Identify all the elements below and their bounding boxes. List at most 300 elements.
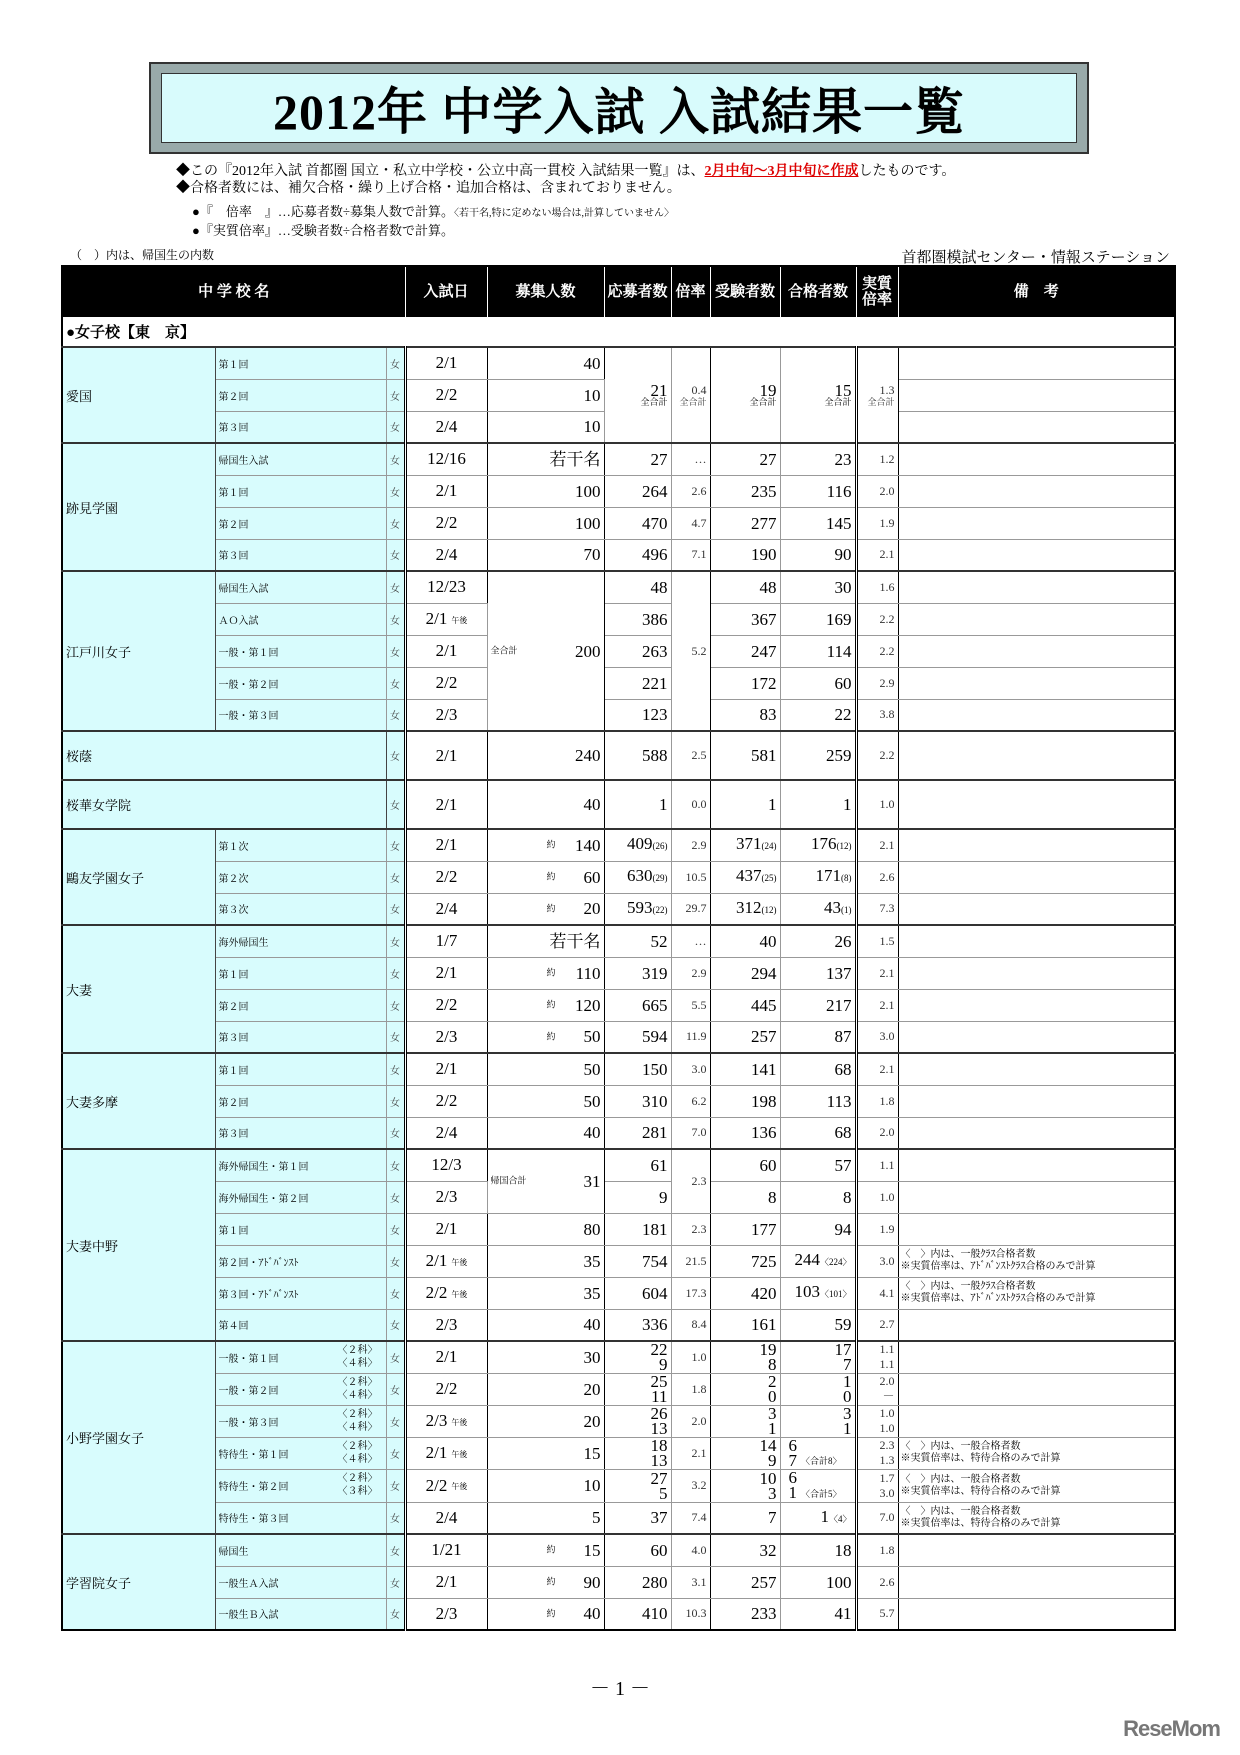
capacity-cell: [487, 957, 604, 989]
real-ratio-cell: [856, 1021, 898, 1053]
date-value: 2/2: [435, 1091, 458, 1110]
school-name: 桜蔭: [62, 731, 386, 780]
exam-label: 一般・第２回: [218, 679, 279, 691]
ratio-value: 11.9: [685, 1029, 707, 1044]
passed-suffix: 〈4〉: [829, 1513, 852, 1524]
passed-value: 1: [843, 795, 852, 814]
passed-cell: [780, 699, 856, 731]
capacity-cell: [487, 1117, 604, 1149]
table-row: [62, 861, 1175, 893]
exam-date: [405, 1534, 487, 1566]
ratio-value: 0.0: [691, 797, 707, 811]
passed-value: 137: [826, 963, 852, 983]
exam-name: [215, 829, 386, 861]
exam-name: [215, 1341, 386, 1373]
exam-date: [405, 1598, 487, 1630]
applicants-suffix: (26): [652, 841, 668, 852]
ratio-cell: [671, 861, 710, 893]
exam-label: 一般・第３回: [218, 1417, 279, 1429]
exam-date: [405, 539, 487, 571]
exam-date: [405, 603, 487, 635]
capacity-cell: [487, 1213, 604, 1245]
applicants-cell: [604, 1149, 671, 1181]
applicants-cell: [604, 1405, 671, 1437]
real-ratio-cell: [856, 475, 898, 507]
exam-label: 海外帰国生・第１回: [218, 1161, 309, 1173]
exam-date: [405, 347, 487, 379]
capacity-prefix: 約: [546, 871, 556, 882]
capacity-cell: [487, 1085, 604, 1117]
date-value: 2/2: [435, 673, 458, 692]
applicants-cell: [604, 829, 671, 861]
examinees-value: 83: [759, 705, 777, 725]
capacity-prefix: 約: [546, 1608, 556, 1619]
real-ratio-value: 1.1 1.1: [879, 1342, 895, 1372]
exam-name: [215, 989, 386, 1021]
section-row: [62, 317, 1175, 347]
date-value: 2/2: [435, 1379, 458, 1398]
applicants-value: 37: [650, 1508, 668, 1528]
exam-subjects: 〈２科〉 〈４科〉: [337, 1376, 378, 1401]
applicants-cell: [604, 1598, 671, 1630]
examinees-value: 445: [751, 995, 777, 1015]
ratio-cell: [671, 443, 710, 475]
sex-label: 女: [386, 635, 405, 667]
examinees-value: 19 8: [759, 1341, 777, 1373]
capacity-cell-merged: [487, 571, 604, 731]
examinees-value: 32: [759, 1540, 777, 1560]
real-ratio-value: 1.0: [879, 1189, 895, 1204]
applicants-cell: [604, 1021, 671, 1053]
applicants-value: 27 5: [650, 1469, 668, 1503]
ratio-value: 10.3: [685, 1606, 707, 1621]
school-name: 大妻: [62, 925, 215, 1053]
exam-name: [215, 539, 386, 571]
table-row: [62, 1181, 1175, 1213]
remarks-cell: [898, 347, 1175, 379]
exam-label: 一般生Ａ入試: [218, 1578, 279, 1590]
real-ratio-value: 3.0: [879, 1253, 895, 1268]
passed-suffix: (8): [841, 873, 852, 883]
ratio-cell: [671, 1245, 710, 1277]
passed-value: 22: [834, 705, 852, 725]
capacity-cell: [487, 1598, 604, 1630]
capacity-cell: [487, 1309, 604, 1341]
exam-label: 海外帰国生: [218, 937, 269, 949]
passed-cell: [780, 1149, 856, 1181]
examinees-value: 294: [751, 963, 777, 983]
table-row: [62, 1373, 1175, 1405]
real-ratio-cell: [856, 1085, 898, 1117]
applicants-cell: [604, 1502, 671, 1534]
exam-date: [405, 1021, 487, 1053]
note-4: ●『実質倍率』…受験者数÷合格者数で計算。: [192, 223, 454, 238]
passed-value: 68: [834, 1059, 852, 1079]
merged-value: 200: [575, 641, 601, 661]
section-title: ●女子校【東 京】: [62, 317, 1175, 347]
exam-label: ＡＯ入試: [218, 615, 259, 627]
merged-value: 21: [650, 380, 668, 400]
real-ratio-cell: [856, 1117, 898, 1149]
school-name: 鷗友学園女子: [62, 829, 215, 925]
ratio-value: …: [694, 933, 707, 948]
sex-label: 女: [386, 443, 405, 475]
date-value: 2/1: [435, 1059, 458, 1079]
remarks-cell: [898, 635, 1175, 667]
remarks-cell: 〈 〉内は、一般ｸﾗｽ合格者数 ※実質倍率は、ｱﾄﾞﾊﾞﾝｽﾄｸﾗｽ合格のみで計算: [898, 1245, 1175, 1277]
applicants-value: 630: [627, 866, 653, 885]
merged-sub: 全合計: [679, 396, 707, 407]
passed-cell: [780, 443, 856, 475]
passed-cell: [780, 1021, 856, 1053]
exam-date: [405, 411, 487, 443]
examinees-value: 48: [759, 577, 777, 597]
header-examinees: 受験者数: [710, 266, 780, 317]
passed-suffix: (1): [841, 904, 852, 915]
header-date: 入試日: [405, 266, 487, 317]
examinees-cell: [710, 1405, 780, 1437]
applicants-value: 604: [642, 1283, 668, 1303]
examinees-value: 177: [751, 1219, 777, 1239]
exam-date: [405, 1405, 487, 1437]
exam-date: [405, 507, 487, 539]
capacity-value: 40: [583, 1315, 601, 1335]
remarks-cell: [898, 443, 1175, 475]
remarks-cell: [898, 1053, 1175, 1085]
header-passed: 合格者数: [780, 266, 856, 317]
ratio-value: 2.5: [691, 748, 707, 762]
real-ratio-cell: [856, 1437, 898, 1470]
table-row: [62, 1534, 1175, 1566]
sex-label: 女: [386, 1502, 405, 1534]
real-ratio-value: 2.0 －: [879, 1374, 895, 1403]
remarks-cell: [898, 1085, 1175, 1117]
ratio-cell-merged: [671, 347, 710, 443]
remarks-cell: 〈 〉内は、一般合格者数 ※実質倍率は、特待合格のみで計算: [898, 1502, 1175, 1534]
merged-prefix: 帰国合計: [490, 1175, 527, 1186]
examinees-cell: [710, 731, 780, 780]
passed-value: 60: [834, 673, 852, 693]
table-row: [62, 1470, 1175, 1503]
passed-cell: [780, 1405, 856, 1437]
passed-cell: [780, 1534, 856, 1566]
table-row: [62, 957, 1175, 989]
table-row: [62, 347, 1175, 379]
examinees-cell: [710, 925, 780, 957]
exam-name: [215, 1021, 386, 1053]
real-ratio-value: 5.7: [879, 1606, 895, 1621]
real-ratio-cell: [856, 1502, 898, 1534]
examinees-value: 371: [736, 834, 762, 854]
table-row: [62, 1437, 1175, 1470]
remarks-cell: [898, 1566, 1175, 1598]
exam-date: [405, 443, 487, 475]
exam-date: [405, 893, 487, 925]
capacity-value: 50: [583, 1091, 601, 1111]
real-ratio-value: 7.0: [879, 1510, 895, 1525]
capacity-prefix: 約: [546, 967, 556, 978]
exam-date: [405, 475, 487, 507]
applicants-value: 264: [642, 481, 668, 501]
date-value: 12/23: [427, 577, 466, 597]
exam-name: [215, 1085, 386, 1117]
sex-label: 女: [386, 699, 405, 731]
passed-value: 30: [834, 577, 852, 597]
capacity-value: 60: [583, 867, 601, 887]
school-name: 学習院女子: [62, 1534, 215, 1630]
ratio-cell: [671, 1470, 710, 1503]
exam-date: [405, 1566, 487, 1598]
real-ratio-value: 1.0: [879, 797, 895, 811]
exam-date: [405, 957, 487, 989]
exam-name: [215, 1534, 386, 1566]
passed-cell: [780, 1598, 856, 1630]
table-row: [62, 475, 1175, 507]
applicants-cell: [604, 1437, 671, 1470]
date-value: 2/3: [435, 1603, 458, 1623]
passed-cell: [780, 507, 856, 539]
passed-cell-merged: [780, 347, 856, 443]
note-1-red: 2月中旬～3月中旬に作成: [704, 164, 859, 179]
passed-value: 18: [834, 1540, 852, 1560]
exam-name: [215, 1245, 386, 1277]
exam-name: [215, 1598, 386, 1630]
passed-cell: [780, 1566, 856, 1598]
passed-value: 8: [843, 1187, 852, 1207]
examinees-value: 233: [751, 1604, 777, 1624]
remarks-cell: [898, 1534, 1175, 1566]
date-value: 2/2: [425, 1475, 448, 1495]
exam-label: 第３次: [218, 905, 249, 917]
exam-date: [405, 1085, 487, 1117]
ratio-cell: [671, 507, 710, 539]
capacity-value: 80: [583, 1219, 601, 1239]
header-ratio: 倍率: [671, 266, 710, 317]
real-ratio-cell: [856, 925, 898, 957]
ratio-cell: [671, 829, 710, 861]
exam-name: [215, 507, 386, 539]
examinees-value: 141: [751, 1059, 777, 1079]
examinees-cell: [710, 1341, 780, 1373]
table-row: [62, 1117, 1175, 1149]
capacity-value: 40: [583, 1123, 601, 1143]
date-value: 2/3: [435, 1026, 458, 1046]
ratio-cell: [671, 1021, 710, 1053]
examinees-value: 60: [759, 1155, 777, 1175]
school-name: 大妻多摩: [62, 1053, 215, 1149]
remarks-cell: [898, 507, 1175, 539]
note-3: ●『 倍率 』…応募者数÷募集人数で計算。: [192, 204, 454, 219]
exam-date: [405, 829, 487, 861]
applicants-cell: [604, 957, 671, 989]
passed-cell: [780, 1309, 856, 1341]
applicants-cell: [604, 443, 671, 475]
passed-cell: [780, 1502, 856, 1534]
real-ratio-cell: [856, 1373, 898, 1405]
ratio-cell: [671, 1405, 710, 1437]
applicants-value: 26 13: [650, 1405, 668, 1437]
passed-value: 23: [834, 449, 852, 469]
capacity-prefix: 約: [546, 1544, 556, 1555]
examinees-cell: [710, 635, 780, 667]
passed-value: 176: [811, 834, 837, 854]
capacity-cell: [487, 829, 604, 861]
examinees-value: 247: [751, 641, 777, 661]
capacity-cell: [487, 1405, 604, 1437]
passed-value: 217: [826, 995, 852, 1015]
capacity-cell: [487, 475, 604, 507]
table-row: [62, 667, 1175, 699]
table-row: [62, 1405, 1175, 1437]
ratio-value: 3.0: [691, 1061, 707, 1076]
real-ratio-value: 1.8: [879, 1542, 895, 1557]
table-row: [62, 1213, 1175, 1245]
real-ratio-value: 1.6: [879, 579, 895, 594]
remarks-cell: [898, 1213, 1175, 1245]
capacity-cell: [487, 1502, 604, 1534]
exam-name: [215, 1470, 386, 1503]
header-school: 中 学 校 名: [62, 266, 405, 317]
merged-value: 2.3: [691, 1173, 707, 1188]
exam-date: [405, 1502, 487, 1534]
real-ratio-cell: [856, 1598, 898, 1630]
applicants-value: 665: [642, 995, 668, 1015]
sex-label: 女: [386, 347, 405, 379]
examinees-cell: [710, 861, 780, 893]
exam-name: [215, 571, 386, 603]
capacity-value: 100: [575, 513, 601, 533]
exam-name: [215, 1053, 386, 1085]
exam-label: 第１回: [218, 969, 249, 981]
exam-name: [215, 957, 386, 989]
capacity-prefix: 約: [546, 839, 556, 850]
school-name: 小野学園女子: [62, 1341, 215, 1534]
ratio-cell: [671, 1437, 710, 1470]
passed-value: 1: [820, 1506, 829, 1526]
sex-label: 女: [386, 1085, 405, 1117]
merged-value: 5.2: [691, 643, 707, 658]
exam-date: [405, 989, 487, 1021]
examinees-value: 40: [759, 931, 777, 951]
sex-label: 女: [386, 1566, 405, 1598]
exam-date: [405, 571, 487, 603]
capacity-cell: [487, 1373, 604, 1405]
real-ratio-value: 1.0 1.0: [879, 1406, 895, 1435]
examinees-value: 235: [751, 481, 777, 501]
remarks-cell: 〈 〉内は、一般合格者数 ※実質倍率は、特待合格のみで計算: [898, 1470, 1175, 1503]
passed-cell: [780, 731, 856, 780]
remarks-cell: [898, 731, 1175, 780]
real-ratio-cell: [856, 539, 898, 571]
passed-suffix: 〈合計5〉: [801, 1488, 842, 1499]
passed-suffix: 〈224〉: [820, 1257, 852, 1267]
exam-date: [405, 925, 487, 957]
organization: 首都圏模試センター・情報ステーション: [901, 250, 1170, 266]
capacity-value: 40: [583, 1604, 601, 1624]
capacity-value: 20: [583, 899, 601, 919]
passed-value: 59: [834, 1315, 852, 1335]
sex-label: 女: [386, 1309, 405, 1341]
capacity-value: 若干名: [549, 931, 601, 951]
merged-value: 31: [583, 1171, 601, 1191]
remarks-cell: [898, 989, 1175, 1021]
applicants-cell: [604, 507, 671, 539]
exam-label: 帰国生入試: [218, 455, 269, 467]
passed-cell: [780, 861, 856, 893]
real-ratio-value: 2.7: [879, 1317, 895, 1332]
exam-label: 一般・第１回: [218, 1353, 279, 1365]
exam-label: 第１回: [218, 1065, 249, 1077]
ratio-cell: [671, 989, 710, 1021]
sex-label: 女: [386, 780, 405, 829]
real-ratio-cell: [856, 1405, 898, 1437]
applicants-value: 310: [642, 1091, 668, 1111]
examinees-cell: [710, 1534, 780, 1566]
examinees-value: 161: [751, 1315, 777, 1335]
table-row: [62, 989, 1175, 1021]
merged-sub: 全合計: [640, 396, 668, 407]
applicants-value: 593: [627, 897, 653, 917]
examinees-value: 277: [751, 513, 777, 533]
table-row: [62, 443, 1175, 475]
exam-label: 第２次: [218, 873, 249, 885]
date-note: 午後: [451, 1417, 468, 1427]
real-ratio-value: 2.1: [879, 965, 895, 980]
exam-date: [405, 731, 487, 780]
ratio-value: 7.1: [691, 547, 707, 562]
exam-name: [215, 925, 386, 957]
exam-name: [215, 1181, 386, 1213]
examinees-cell: [710, 1470, 780, 1503]
capacity-cell: [487, 731, 604, 780]
exam-date: [405, 1341, 487, 1373]
real-ratio-value: 1.9: [879, 515, 895, 530]
applicants-cell: [604, 1245, 671, 1277]
applicants-cell: [604, 603, 671, 635]
exam-date: [405, 667, 487, 699]
passed-cell: [780, 1373, 856, 1405]
capacity-cell: [487, 1566, 604, 1598]
remarks-cell: [898, 411, 1175, 443]
examinees-cell: [710, 571, 780, 603]
applicants-value: 25 11: [650, 1373, 668, 1405]
ratio-cell: [671, 1341, 710, 1373]
passed-cell: [780, 780, 856, 829]
sex-label: 女: [386, 1117, 405, 1149]
capacity-value: 20: [583, 1411, 601, 1431]
sex-label: 女: [386, 411, 405, 443]
ratio-cell: [671, 893, 710, 925]
applicants-cell: [604, 925, 671, 957]
capacity-cell: [487, 1245, 604, 1277]
passed-value: 244: [794, 1250, 820, 1269]
ratio-value: 29.7: [685, 901, 707, 916]
passed-cell: [780, 1213, 856, 1245]
exam-label: 一般・第１回: [218, 647, 279, 659]
passed-cell: [780, 989, 856, 1021]
examinees-value: 14 9: [759, 1437, 777, 1470]
applicants-cell: [604, 1277, 671, 1309]
applicants-cell: [604, 1566, 671, 1598]
notes: [176, 163, 955, 239]
merged-value: 15: [834, 380, 852, 400]
remarks-cell: 〈 〉内は、一般ｸﾗｽ合格者数 ※実質倍率は、ｱﾄﾞﾊﾞﾝｽﾄｸﾗｽ合格のみで計算: [898, 1277, 1175, 1309]
table-row: [62, 1341, 1175, 1373]
real-ratio-cell: [856, 731, 898, 780]
ratio-cell: [671, 1534, 710, 1566]
sex-label: 女: [386, 1149, 405, 1181]
real-ratio-value: 7.3: [879, 901, 895, 916]
